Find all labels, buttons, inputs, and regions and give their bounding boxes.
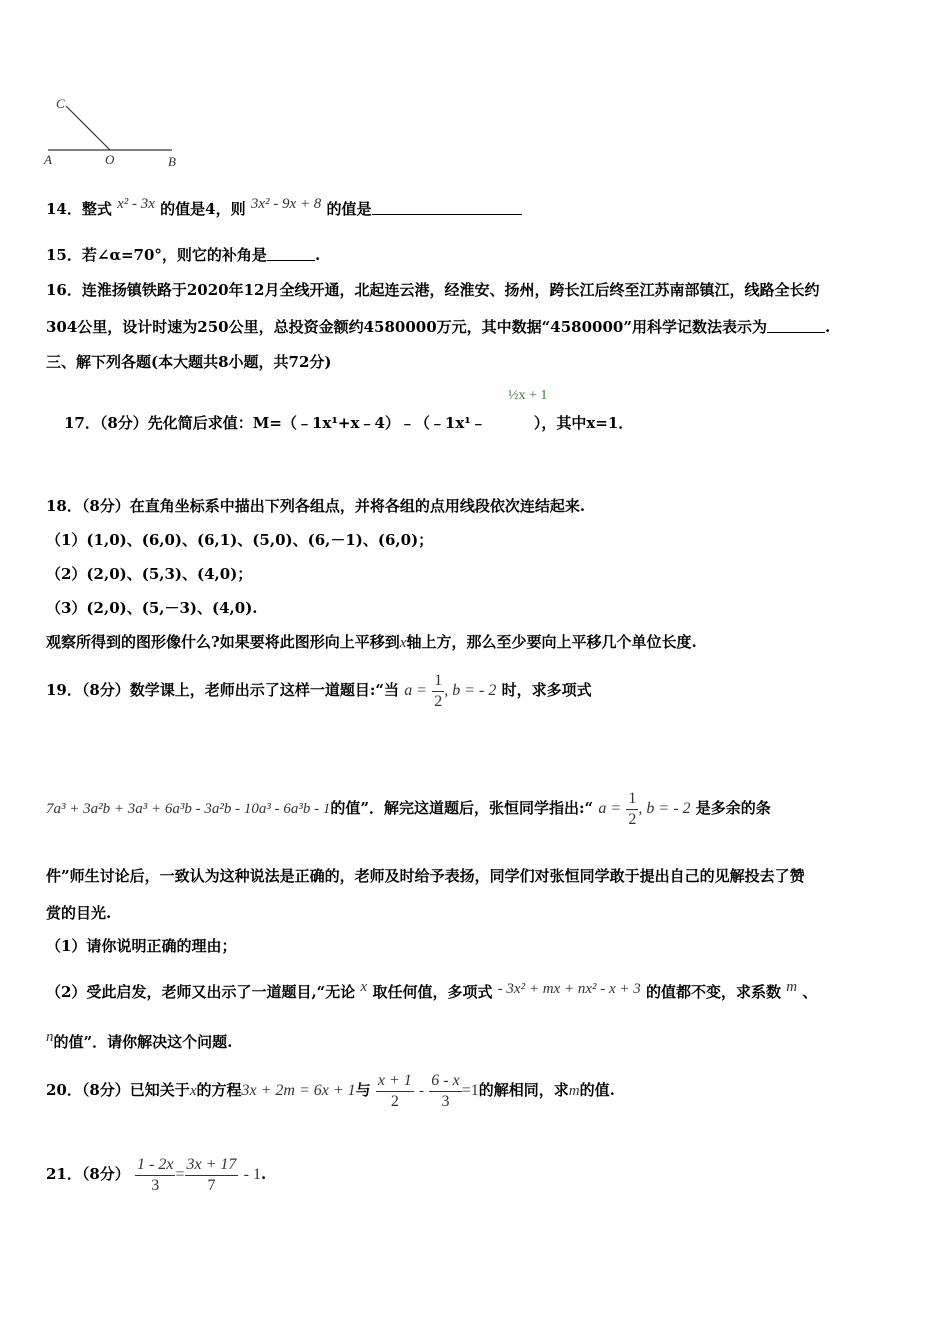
q18-ask-a: 观察所得到的图形像什么?如果要将此图形向上平移到 bbox=[46, 633, 400, 651]
q19-stem-b: 时，求多项式 bbox=[501, 681, 592, 699]
q21-f2-den: 7 bbox=[185, 1175, 239, 1196]
label-o: O bbox=[105, 152, 115, 167]
q17-inline-expr: ½x + 1 bbox=[508, 388, 548, 403]
q21-tail: - 1 bbox=[243, 1166, 261, 1183]
section-3-title: 三、解下列各题(本大题共8小题，共72分) bbox=[46, 353, 332, 371]
q16-line-2-text: 304公里，设计时速为250公里，总投资金额约4580000万元，其中数据“4580000”用科学记数法表示为 bbox=[46, 318, 767, 336]
q20-fraction-1 bbox=[376, 1071, 414, 1112]
q19-sub2-d: 、 bbox=[802, 983, 818, 1001]
q15-text: 15．若∠α=70°，则它的补角是 bbox=[46, 246, 267, 264]
q19-cond-den-2: 2 bbox=[628, 810, 637, 828]
q19-sub2-x: x bbox=[360, 979, 368, 995]
q19-sub2-a: （2）受此启发，老师又出示了一道题目,“无论 bbox=[46, 983, 356, 1001]
q15-answer-blank[interactable] bbox=[267, 246, 315, 261]
question-21 bbox=[46, 1150, 266, 1199]
q20-pre: 20．（8分）已知关于 bbox=[46, 1081, 190, 1099]
question-18-part-2: （2）(2,0)、(5,3)、(4,0)； bbox=[46, 565, 253, 583]
q19-sub2-n: n bbox=[46, 1029, 54, 1045]
q19-sub2-poly: - 3x² + mx + nx² - x + 3 bbox=[497, 981, 641, 997]
q14-expr-1: x² - 3x bbox=[117, 196, 155, 212]
q17-pre: 17．（8分）先化简后求值：M=（﹣1x¹+x﹣4）﹣（﹣1x¹﹣ bbox=[64, 414, 486, 432]
q14-answer-blank[interactable] bbox=[372, 200, 522, 215]
q16-end: . bbox=[825, 318, 831, 336]
question-15 bbox=[46, 245, 320, 265]
question-17 bbox=[64, 413, 633, 433]
q19-sub2-c: 的值都不变，求系数 bbox=[646, 983, 782, 1001]
q19-mid-end: 是多余的条 bbox=[695, 799, 771, 817]
q20-f1-den: 2 bbox=[376, 1091, 414, 1112]
question-19-stem bbox=[46, 666, 592, 715]
q21-fraction-2 bbox=[185, 1155, 239, 1196]
q19-cond-b: , b = - 2 bbox=[444, 682, 497, 699]
q21-end: . bbox=[260, 1165, 267, 1183]
q18-ask-x: x bbox=[399, 635, 407, 651]
q19-stem-a: 19．（8分）数学课上，老师出示了这样一道题目:“当 bbox=[46, 681, 399, 699]
q19-sub2-b: 取任何值，多项式 bbox=[372, 983, 493, 1001]
question-19-line-4: 赏的目光. bbox=[46, 904, 112, 922]
q14-text-1: 整式 bbox=[81, 200, 112, 218]
q14-text-3: 的值是 bbox=[326, 200, 372, 218]
q21-eq: = bbox=[175, 1166, 185, 1183]
q20-f1-num: x + 1 bbox=[377, 1071, 412, 1089]
q20-rhs: =1 bbox=[461, 1082, 479, 1099]
q21-f1-den: 3 bbox=[135, 1175, 175, 1196]
q19-cond-a: a = bbox=[404, 682, 428, 699]
question-16-line-2 bbox=[46, 317, 830, 337]
q20-post-b: 的值. bbox=[579, 1081, 615, 1099]
q14-text-2: 的值是4，则 bbox=[160, 200, 246, 218]
q17-post: ），其中x=1． bbox=[533, 414, 634, 432]
q19-cond-b-2: , b = - 2 bbox=[638, 800, 691, 817]
question-19-line-3: 件”师生讨论后，一致认为这种说法是正确的，老师及时给予表扬，同学们对张恒同学敢于提出自己的见解投去了赞 bbox=[46, 867, 805, 885]
q20-mid2: 与 bbox=[355, 1081, 371, 1099]
q19-cond-fraction bbox=[432, 671, 444, 712]
question-18-ask bbox=[46, 632, 697, 653]
q19-cond-fraction-2 bbox=[626, 789, 638, 830]
question-19-sub-2-cont bbox=[46, 1029, 233, 1053]
q20-f2-den: 3 bbox=[429, 1091, 461, 1112]
q19-cond-den: 2 bbox=[434, 692, 443, 710]
question-18-stem: 18．（8分）在直角坐标系中描出下列各组点，并将各组的点用线段依次连结起来. bbox=[46, 497, 586, 515]
question-19-sub-2 bbox=[46, 979, 818, 1003]
question-19-sub-1: （1）请你说明正确的理由； bbox=[46, 937, 237, 955]
q16-answer-blank[interactable] bbox=[767, 318, 825, 333]
question-18-part-3: （3）(2,0)、(5,－3)、(4,0). bbox=[46, 599, 258, 617]
question-16-line-1: 16．连淮扬镇铁路于2020年12月全线开通，北起连云港，经淮安、扬州，跨长江后终至江苏南部镇江，线路全长约 bbox=[46, 281, 820, 299]
q20-eq1: 3x + 2m = 6x + 1 bbox=[241, 1082, 356, 1099]
q20-fraction-2 bbox=[429, 1071, 461, 1112]
ray-oc bbox=[66, 106, 110, 150]
question-20 bbox=[46, 1066, 615, 1115]
q20-f2-num: 6 - x bbox=[431, 1071, 460, 1089]
q20-minus: - bbox=[419, 1083, 425, 1099]
label-b: B bbox=[168, 154, 176, 169]
q21-f2-num: 3x + 17 bbox=[186, 1155, 237, 1173]
question-18-part-1: （1）(1,0)、(6,0)、(6,1)、(5,0)、(6,－1)、(6,0)； bbox=[46, 531, 434, 549]
q14-expr-2: 3x² - 9x + 8 bbox=[250, 196, 322, 212]
q21-f1-num: 1 - 2x bbox=[137, 1155, 174, 1173]
label-c: C bbox=[56, 96, 65, 111]
label-a: A bbox=[44, 152, 52, 167]
q19-sub2-e: 的值”．请你解决这个问题. bbox=[53, 1033, 233, 1051]
q21-fraction-1 bbox=[135, 1155, 175, 1196]
q19-mid: 的值”．解完这道题后，张恒同学指出:“ bbox=[330, 799, 594, 817]
q20-post-a: 的解相同，求 bbox=[478, 1081, 569, 1099]
question-14 bbox=[46, 196, 522, 220]
q15-end: . bbox=[314, 246, 321, 264]
q19-cond-a-2: a = bbox=[598, 800, 622, 817]
q20-x: x bbox=[189, 1083, 197, 1099]
q20-m: m bbox=[568, 1083, 580, 1099]
angle-figure bbox=[40, 92, 190, 172]
q20-mid1: 的方程 bbox=[196, 1081, 242, 1099]
q19-cond-num-2: 1 bbox=[628, 789, 637, 807]
question-19-line-2 bbox=[46, 784, 771, 833]
q21-pre: 21．（8分） bbox=[46, 1165, 130, 1183]
q19-cond-num: 1 bbox=[434, 671, 443, 689]
q18-ask-b: 轴上方，那么至少要向上平移几个单位长度. bbox=[406, 633, 697, 651]
q19-sub2-m: m bbox=[786, 979, 798, 995]
q19-polynomial: 7a³ + 3a²b + 3a³ + 6a³b - 3a²b - 10a³ - 6a³b - 1 bbox=[46, 801, 331, 817]
q14-num: 14． bbox=[46, 200, 82, 218]
